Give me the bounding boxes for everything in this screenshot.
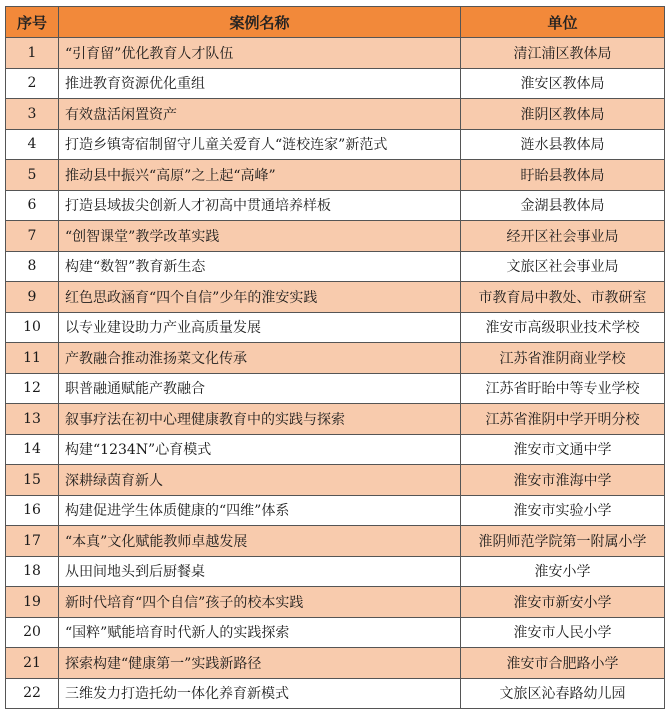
table-row xyxy=(6,678,665,709)
table-row xyxy=(6,38,665,69)
cell-index: 14 xyxy=(6,434,59,465)
cell-unit: 江苏省淮阴中学开明分校 xyxy=(461,404,665,435)
table-row xyxy=(6,282,665,313)
cell-index: 12 xyxy=(6,373,59,404)
cell-index: 20 xyxy=(6,617,59,648)
cell-unit: 淮安区教体局 xyxy=(461,68,665,99)
table-row xyxy=(6,556,665,587)
cell-unit: 江苏省淮阴商业学校 xyxy=(461,343,665,374)
cell-index: 22 xyxy=(6,678,59,709)
table-row xyxy=(6,465,665,496)
header-case-name: 案例名称 xyxy=(59,7,461,38)
cell-unit: 经开区社会事业局 xyxy=(461,221,665,252)
cell-unit: 淮安市新安小学 xyxy=(461,587,665,618)
table-row xyxy=(6,221,665,252)
cell-case-name: 有效盘活闲置资产 xyxy=(59,99,461,130)
table-body xyxy=(6,38,665,709)
cell-index: 9 xyxy=(6,282,59,313)
cell-case-name: 打造乡镇寄宿制留守儿童关爱育人“涟校连家”新范式 xyxy=(59,129,461,160)
cell-unit: 淮安市人民小学 xyxy=(461,617,665,648)
cell-case-name: 产教融合推动淮扬菜文化传承 xyxy=(59,343,461,374)
cell-unit: 金湖县教体局 xyxy=(461,190,665,221)
cell-case-name: 深耕绿茵育新人 xyxy=(59,465,461,496)
cell-unit: 文旅区沁春路幼儿园 xyxy=(461,678,665,709)
cell-index: 21 xyxy=(6,648,59,679)
table-row xyxy=(6,312,665,343)
cell-case-name: 三维发力打造托幼一体化养育新模式 xyxy=(59,678,461,709)
cell-case-name: 构建“1234N”心育模式 xyxy=(59,434,461,465)
cell-unit: 淮安市合肥路小学 xyxy=(461,648,665,679)
cell-index: 15 xyxy=(6,465,59,496)
header-unit: 单位 xyxy=(461,7,665,38)
cell-unit: 市教育局中教处、市教研室 xyxy=(461,282,665,313)
table-row xyxy=(6,190,665,221)
table-header-row xyxy=(6,7,665,38)
cell-case-name: “引育留”优化教育人才队伍 xyxy=(59,38,461,69)
cell-index: 17 xyxy=(6,526,59,557)
cell-case-name: 构建促进学生体质健康的“四维”体系 xyxy=(59,495,461,526)
table-row xyxy=(6,129,665,160)
cell-unit: 清江浦区教体局 xyxy=(461,38,665,69)
case-table xyxy=(5,6,665,709)
cell-unit: 江苏省盱眙中等专业学校 xyxy=(461,373,665,404)
cell-index: 18 xyxy=(6,556,59,587)
table-row xyxy=(6,343,665,374)
table-row xyxy=(6,160,665,191)
cell-case-name: “创智课堂”教学改革实践 xyxy=(59,221,461,252)
cell-case-name: 新时代培育“四个自信”孩子的校本实践 xyxy=(59,587,461,618)
cell-index: 6 xyxy=(6,190,59,221)
cell-case-name: 叙事疗法在初中心理健康教育中的实践与探索 xyxy=(59,404,461,435)
cell-index: 3 xyxy=(6,99,59,130)
cell-case-name: 构建“数智”教育新生态 xyxy=(59,251,461,282)
cell-case-name: 推动县中振兴“高原”之上起“高峰” xyxy=(59,160,461,191)
cell-case-name: 推进教育资源优化重组 xyxy=(59,68,461,99)
cell-case-name: 以专业建设助力产业高质量发展 xyxy=(59,312,461,343)
cell-unit: 淮安市淮海中学 xyxy=(461,465,665,496)
table-row xyxy=(6,587,665,618)
table-row xyxy=(6,495,665,526)
cell-unit: 淮阴师范学院第一附属小学 xyxy=(461,526,665,557)
table-row xyxy=(6,648,665,679)
cell-index: 16 xyxy=(6,495,59,526)
cell-unit: 淮安小学 xyxy=(461,556,665,587)
table-row xyxy=(6,434,665,465)
cell-index: 4 xyxy=(6,129,59,160)
cell-index: 8 xyxy=(6,251,59,282)
table-row xyxy=(6,68,665,99)
header-index: 序号 xyxy=(6,7,59,38)
table-row xyxy=(6,99,665,130)
table-row xyxy=(6,526,665,557)
cell-index: 13 xyxy=(6,404,59,435)
cell-unit: 涟水县教体局 xyxy=(461,129,665,160)
cell-case-name: 职普融通赋能产教融合 xyxy=(59,373,461,404)
cell-case-name: 探索构建“健康第一”实践新路径 xyxy=(59,648,461,679)
cell-case-name: 红色思政涵育“四个自信”少年的淮安实践 xyxy=(59,282,461,313)
table-row xyxy=(6,404,665,435)
cell-index: 5 xyxy=(6,160,59,191)
cell-case-name: 打造县域拔尖创新人才初高中贯通培养样板 xyxy=(59,190,461,221)
cell-case-name: “国粹”赋能培育时代新人的实践探索 xyxy=(59,617,461,648)
table-row xyxy=(6,617,665,648)
cell-unit: 淮安市实验小学 xyxy=(461,495,665,526)
cell-index: 2 xyxy=(6,68,59,99)
cell-index: 10 xyxy=(6,312,59,343)
cell-index: 19 xyxy=(6,587,59,618)
cell-case-name: “本真”文化赋能教师卓越发展 xyxy=(59,526,461,557)
cell-unit: 文旅区社会事业局 xyxy=(461,251,665,282)
table-row xyxy=(6,251,665,282)
cell-index: 11 xyxy=(6,343,59,374)
cell-unit: 淮阴区教体局 xyxy=(461,99,665,130)
cell-index: 7 xyxy=(6,221,59,252)
cell-unit: 淮安市文通中学 xyxy=(461,434,665,465)
cell-unit: 盱眙县教体局 xyxy=(461,160,665,191)
cell-index: 1 xyxy=(6,38,59,69)
cell-case-name: 从田间地头到后厨餐桌 xyxy=(59,556,461,587)
table-row xyxy=(6,373,665,404)
cell-unit: 淮安市高级职业技术学校 xyxy=(461,312,665,343)
